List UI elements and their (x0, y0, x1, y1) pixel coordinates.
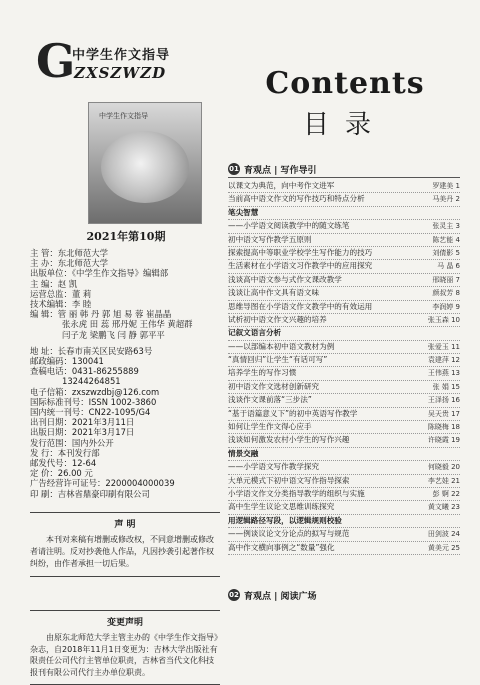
toc-category[interactable]: 笔尖智慧 (228, 207, 460, 220)
info-line: 出刊日期：2021年3月11日 (30, 417, 135, 428)
info-line: 主 办：东北师范大学 (30, 258, 109, 269)
mulu-heading: 目录 (302, 110, 387, 140)
info-line: 广告经营许可证号：2200004000039 (30, 478, 175, 489)
table-of-contents (228, 30, 460, 670)
toc-entry[interactable] (228, 193, 460, 206)
toc-category[interactable]: 情景交融 (228, 448, 460, 461)
info-line: 定 价：26.00 元 (30, 468, 93, 479)
toc-entry-author-page: 何晓毅 20 (427, 463, 460, 472)
toc-entry-title: 培养学生的写作习惯 (228, 368, 297, 378)
masthead-panel (30, 30, 222, 677)
cover-thumbnail (88, 102, 202, 224)
toc-entry[interactable] (228, 274, 460, 287)
toc-entry-author-page: 张玉森 10 (427, 315, 460, 324)
toc-entry-author-page: 陈晓梅 18 (427, 423, 460, 432)
magazine-logo (36, 34, 216, 98)
toc-entry-title: 小学语文作文分类指导教学的组织与实施 (228, 488, 365, 498)
info-line: 出版日期：2021年3月17日 (30, 427, 135, 438)
toc-entry[interactable] (228, 475, 460, 488)
toc-entry-title: 如何让学生作文得心应手 (228, 422, 312, 432)
toc-list (228, 180, 460, 555)
info-line: 张永虎 田 蕊 邢丹妮 王伟华 黄超群 (62, 319, 193, 330)
toc-entry-author-page: 田剑波 24 (427, 530, 460, 539)
toc-entry-author-page: 袁建萍 12 (427, 356, 460, 365)
toc-entry-author-page: 马美丹 2 (432, 195, 460, 204)
toc-entry-title: 以课文为典范，向中考作文进军 (228, 181, 335, 190)
toc-entry[interactable] (228, 287, 460, 300)
toc-entry[interactable] (228, 381, 460, 394)
toc-entry[interactable] (228, 434, 460, 447)
toc-entry-title: 探索提高中等职业学校学生写作能力的技巧 (228, 247, 373, 257)
toc-entry[interactable] (228, 542, 460, 555)
toc-entry-title: ——以部编本初中语文教材为例 (228, 341, 335, 351)
toc-entry-author-page: 王泽扬 16 (427, 396, 460, 405)
toc-entry[interactable] (228, 408, 460, 421)
toc-entry-author-page: 王伟燕 13 (427, 369, 460, 378)
toc-entry-author-page: 颜叔芳 8 (432, 289, 460, 298)
info-line: 邮发代号：12-64 (30, 458, 97, 469)
toc-entry[interactable] (228, 180, 460, 193)
toc-entry-title: 浅谈高中语文参与式作文课改教学 (228, 274, 342, 284)
info-line: 运营总监：董 莉 (30, 288, 92, 299)
info-line: 技术编辑：李 睦 (30, 299, 92, 310)
section-number-badge: 01 (229, 165, 239, 173)
toc-entry-title: ——例谈议论文分论点的拟写与规范 (228, 529, 350, 539)
toc-entry-title: 生活素材在小学语文习作教学中的应用探究 (228, 261, 373, 271)
toc-entry-title: “真情回归”让学生“有话可写” (228, 355, 328, 365)
issue-number: 2021年第10期 (86, 230, 166, 243)
toc-entry[interactable] (228, 367, 460, 380)
toc-entry[interactable] (228, 301, 460, 314)
toc-entry-author-page: 吴天贵 17 (427, 409, 460, 418)
toc-entry-author-page: 李润婷 9 (432, 302, 460, 311)
info-line: 电子信箱：zxszwzdbj@126.com (30, 386, 160, 397)
toc-entry-author-page: 邢晓丽 7 (432, 275, 460, 284)
toc-entry[interactable] (228, 354, 460, 367)
toc-entry-title: 浅谈作文课前落“三步法” (228, 395, 312, 405)
section-header-writing (228, 162, 460, 176)
toc-entry-title: 当前高中语文作文的写作技巧和特点分析 (228, 194, 365, 204)
toc-entry-title: 大单元模式下初中语文写作指导探索 (228, 475, 350, 485)
info-line: 主 管：东北师范大学 (30, 248, 109, 258)
toc-entry-title: 高中生学生议论文思维训练探究 (228, 502, 335, 512)
toc-entry-author-page: 刘倩影 5 (432, 248, 460, 257)
toc-entry-title: ——小学语文写作教学探究 (228, 462, 320, 472)
info-line: 查稿电话：0431-86255889 (30, 366, 139, 377)
cover-image (101, 131, 189, 203)
toc-entry-author-page: 李艺娃 21 (427, 476, 460, 485)
toc-entry[interactable] (228, 220, 460, 233)
toc-entry-title: “基于语篇意义下”的初中英语写作教学 (228, 408, 358, 418)
toc-entry-author-page: 马 晶 6 (437, 262, 460, 271)
toc-entry-author-page: 黄美元 25 (427, 543, 460, 552)
change-notice-title: 变更声明 (106, 618, 143, 628)
toc-entry-author-page: 张爱玉 11 (427, 342, 460, 351)
section-header-reading (228, 588, 460, 602)
info-line: 发行范围：国内外公开 (30, 437, 114, 448)
section-label: 育观点 | 写作导引 (244, 165, 317, 176)
toc-category[interactable]: 记叙文语言分析 (228, 327, 460, 340)
notice-body: 本刊对来稿有增删或修改权，不同意增删或修改者请注明。反对抄袭他人作品，凡因抄袭引起著作权纠纷，由作者承担一切后果。 (30, 535, 214, 568)
section-label: 育观点 | 阅读广场 (244, 591, 317, 602)
toc-entry-title: 初中语文作文选材创新研究 (228, 381, 320, 391)
notice-box (30, 512, 220, 577)
info-line: 邮政编码：130041 (30, 356, 104, 367)
toc-entry-title: ——小学语文阅读教学中的随文练笔 (228, 221, 350, 231)
section-divider (228, 177, 460, 178)
info-line: 地 址：长春市南关区民安路63号 (30, 345, 153, 356)
notice-title: 声 明 (114, 520, 136, 530)
toc-entry[interactable] (228, 488, 460, 501)
cover-masthead: 中学生作文指导 (99, 112, 148, 120)
contents-heading: Contents (265, 66, 425, 101)
toc-category[interactable]: 用逻辑路径写段，以逻辑规则校验 (228, 515, 460, 528)
toc-entry-author-page: 许晓霞 19 (427, 436, 460, 445)
toc-entry-title: 思维导图在小学语文作文教学中的有效运用 (228, 301, 373, 311)
logo-subtitle: ZXSZWZD (74, 64, 167, 82)
info-line: 闫子龙 梁鹏飞 闫 静 郭平平 (62, 329, 165, 340)
toc-entry[interactable] (228, 501, 460, 514)
info-line: 印 刷：吉林省鼎豪印刷有限公司 (30, 488, 150, 499)
change-notice-body: 由原东北师范大学主管主办的《中学生作文指导》杂志，自2018年11月1日变更为：吉林大学出版社有限责任公司代行主管单位职责，吉林省当代文化科技报刊有限公司代行主办单位职责。 (30, 633, 218, 677)
info-line: 编 辑：管 丽 韩 丹 郭 旭 易 蓉 崔晶晶 (30, 309, 172, 320)
toc-entry[interactable] (228, 260, 460, 273)
toc-entry-author-page: 张 娟 15 (432, 382, 460, 391)
toc-entry-author-page: 彭 婀 22 (432, 489, 460, 498)
toc-entry-author-page: 罗建美 1 (432, 182, 460, 190)
info-line: 国内统一刊号：CN22-1095/G4 (30, 407, 151, 418)
info-line: 出版单位：《中学生作文指导》编辑部 (30, 268, 169, 279)
toc-entry-title: 试析初中语文作文兴趣的培养 (228, 314, 327, 324)
toc-entry[interactable] (228, 394, 460, 407)
toc-entry[interactable] (228, 341, 460, 354)
change-notice-box (30, 610, 220, 685)
info-line: 主 编：赵 凯 (30, 278, 78, 289)
info-line: 发 行：本刊发行部 (30, 447, 100, 458)
toc-entry-author-page: 陈艺能 4 (432, 235, 460, 244)
toc-entry-author-page: 黄文曦 23 (427, 503, 460, 512)
toc-entry-title: 浅谈让高中作文具有语文味 (228, 288, 320, 298)
toc-entry[interactable] (228, 247, 460, 260)
section-number-badge: 02 (229, 591, 239, 599)
logo-title: 中学生作文指导 (72, 48, 171, 63)
toc-entry[interactable] (228, 461, 460, 474)
toc-entry-title: 高中作文横向事例之“数量”强化 (228, 542, 335, 552)
info-line: 国际标准刊号：ISSN 1002-3860 (30, 396, 157, 407)
toc-entry[interactable] (228, 234, 460, 247)
publication-info (30, 248, 222, 499)
toc-entry[interactable] (228, 421, 460, 434)
info-line: 13244264851 (62, 376, 121, 387)
toc-entry-title: 浅谈如何激发农村小学生的写作兴趣 (228, 435, 350, 445)
toc-entry-title: 初中语文写作教学五原则 (228, 234, 312, 244)
toc-entry[interactable] (228, 314, 460, 327)
toc-entry[interactable] (228, 528, 460, 541)
toc-entry-author-page: 张灵主 3 (432, 222, 460, 231)
logo-letter: G (36, 34, 76, 88)
